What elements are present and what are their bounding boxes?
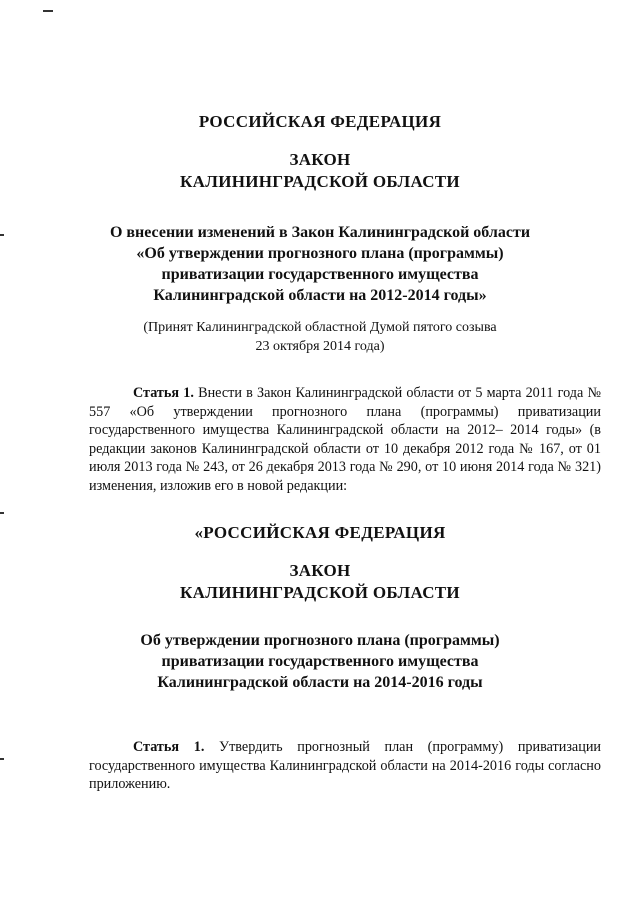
article-1-text: Внести в Закон Калининградской области от 5 марта 2011 года № 557 «Об утверждении прогнозного плана (программы) приватизации государственного имущества Калининградской области на 2012– 2014 годы» (в редакции законов Калининградской области от 10 декабря 2012 года № 167, от 01 июля 2013 года № 243, от 26 декабря 2013 года № 290, от 10 июня 2014 года № 321) изменения, изложив его в новой редакции: xyxy=(89,385,602,494)
new-title-line-1: Об утверждении прогнозного плана (программы) xyxy=(140,632,500,649)
new-header-country: «РОССИЙСКАЯ ФЕДЕРАЦИЯ xyxy=(194,523,446,542)
article-1-new xyxy=(89,738,601,794)
new-article-1-text: Утвердить прогнозный план (программу) приватизации государственного имущества Калининградской области на 2014-2016 годы согласно приложению. xyxy=(89,739,602,793)
article-1-amendment xyxy=(89,384,601,496)
title-line-1: О внесении изменений в Закон Калининградской области xyxy=(109,224,531,241)
title-line-4: Калининградской области на 2012-2014 годы» xyxy=(153,287,487,304)
title-line-3: приватизации государственного имущества xyxy=(161,266,479,283)
header-law: ЗАКОН xyxy=(289,150,351,169)
scan-mark-left-2 xyxy=(0,512,4,514)
adoption-note-line-1: (Принят Калининградской областной Думой пятого созыва xyxy=(143,320,497,335)
new-document-title xyxy=(0,630,640,693)
header-country: РОССИЙСКАЯ ФЕДЕРАЦИЯ xyxy=(198,112,442,131)
title-line-2: «Об утверждении прогнозного плана (программы) xyxy=(136,245,504,262)
new-header-region: КАЛИНИНГРАДСКОЙ ОБЛАСТИ xyxy=(180,583,460,602)
document-title xyxy=(0,222,640,306)
header-region: КАЛИНИНГРАДСКОЙ ОБЛАСТИ xyxy=(180,172,460,191)
scan-mark-left-3 xyxy=(0,758,4,760)
scan-mark-top xyxy=(43,10,53,12)
new-article-1-label: Статья 1. xyxy=(133,739,205,755)
new-title-line-3: Калининградской области на 2014-2016 годы xyxy=(157,674,483,691)
new-header-law: ЗАКОН xyxy=(289,561,351,580)
adoption-note xyxy=(0,318,640,356)
article-1-label: Статья 1. xyxy=(133,385,194,401)
adoption-note-line-2: 23 октября 2014 года) xyxy=(255,339,385,354)
new-title-line-2: приватизации государственного имущества xyxy=(161,653,479,670)
